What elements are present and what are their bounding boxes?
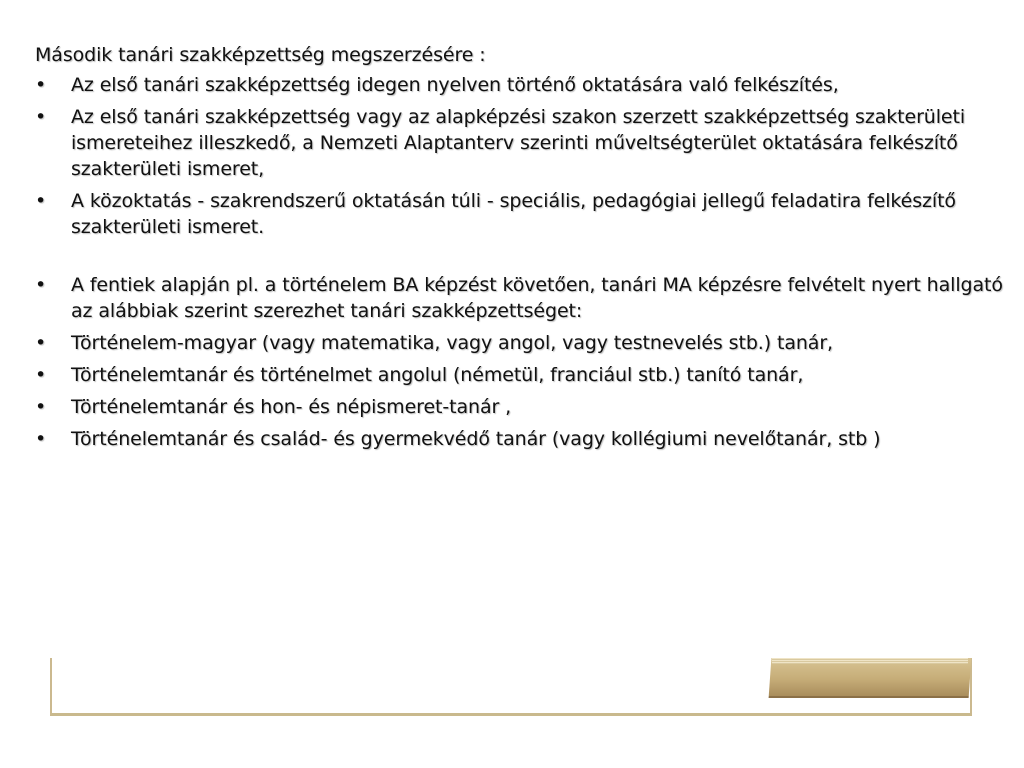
list-item bbox=[35, 330, 1020, 356]
bullet-list-1 bbox=[35, 72, 1020, 240]
list-item bbox=[35, 188, 1020, 240]
bullet-icon: • bbox=[35, 106, 47, 128]
bullet-icon: • bbox=[35, 332, 47, 354]
list-item-text: Az első tanári szakképzettség idegen nyelven történő oktatására való felkészítés, bbox=[71, 74, 839, 96]
list-item-text: Történelemtanár és történelmet angolul (németül, franciául stb.) tanító tanár, bbox=[71, 364, 804, 386]
slide-heading: Második tanári szakképzettség megszerzésére : bbox=[35, 44, 486, 66]
list-item bbox=[35, 362, 1020, 388]
list-item bbox=[35, 104, 1020, 182]
list-item bbox=[35, 72, 1020, 98]
bullet-icon: • bbox=[35, 190, 47, 212]
list-item-text: Az első tanári szakképzettség vagy az alapképzési szakon szerzett szakképzettség szakterületi ismereteihez illeszkedő, a Nemzeti Alaptanterv szerinti műveltségterület oktatására felkészítő szakterületi ismeret, bbox=[71, 106, 966, 180]
bullet-icon: • bbox=[35, 274, 47, 296]
list-item-text: A közoktatás - szakrendszerű oktatásán túli - speciális, pedagógiai jellegű feladatira felkészítő szakterületi ismeret. bbox=[71, 190, 956, 238]
spacer bbox=[35, 246, 1020, 272]
bullet-list-2 bbox=[35, 272, 1020, 452]
bullet-icon: • bbox=[35, 428, 47, 450]
list-item-text: A fentiek alapján pl. a történelem BA képzést követően, tanári MA képzésre felvételt nyert hallgató az alábbiak szerint szerezhet tanári szakképzettséget: bbox=[71, 274, 1003, 322]
list-item bbox=[35, 272, 1020, 324]
bullet-icon: • bbox=[35, 396, 47, 418]
list-item bbox=[35, 394, 1020, 420]
bullet-icon: • bbox=[35, 74, 47, 96]
list-item bbox=[35, 426, 1020, 452]
slide-content bbox=[35, 42, 1020, 458]
bullet-icon: • bbox=[35, 364, 47, 386]
book-image bbox=[769, 658, 972, 698]
list-item-text: Történelemtanár és család- és gyermekvédő tanár (vagy kollégiumi nevelőtanár, stb ) bbox=[71, 428, 881, 450]
list-item-text: Történelemtanár és hon- és népismeret-tanár , bbox=[71, 396, 512, 418]
list-item-text: Történelem-magyar (vagy matematika, vagy angol, vagy testnevelés stb.) tanár, bbox=[71, 332, 833, 354]
book-pages bbox=[772, 658, 968, 664]
